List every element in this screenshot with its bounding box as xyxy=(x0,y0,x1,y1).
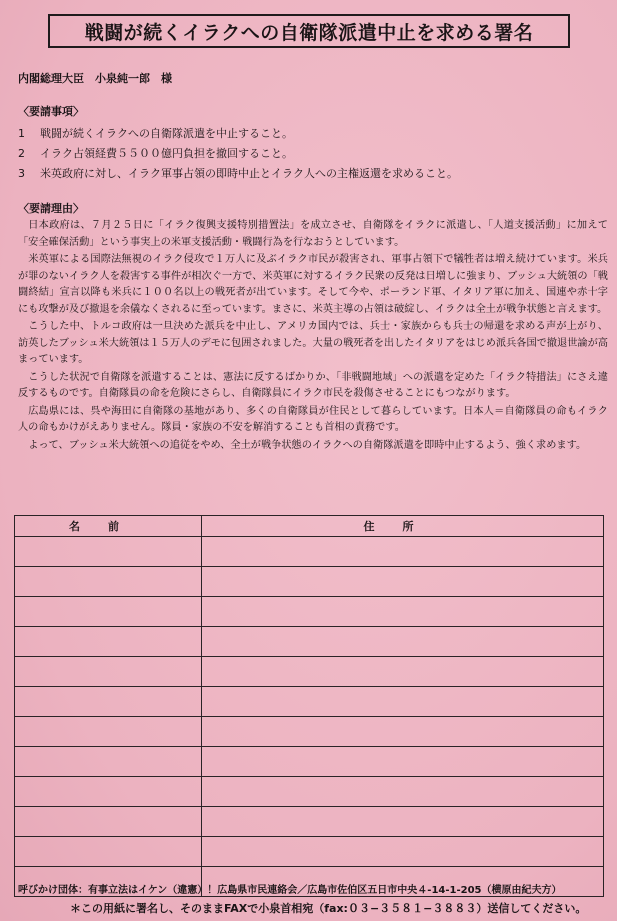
address-cell[interactable] xyxy=(202,717,604,747)
demand-item xyxy=(18,164,603,184)
name-cell[interactable] xyxy=(15,747,202,777)
demand-text: 米英政府に対し、イラク軍事占領の即時中止とイラク人への主権返還を求めること。 xyxy=(40,167,458,180)
name-cell[interactable] xyxy=(15,537,202,567)
fax-instruction: ＊この用紙に署名し、そのままFAXで小泉首相宛（fax:０３−３５８１−３８８３）送信してください。 xyxy=(70,902,587,915)
page-title: 戦闘が続くイラクへの自衛隊派遣中止を求める署名 xyxy=(84,21,534,44)
signature-row xyxy=(15,777,604,807)
demand-item xyxy=(18,144,603,164)
address-cell[interactable] xyxy=(202,837,604,867)
demand-text: イラク占領経費５５００億円負担を撤回すること。 xyxy=(40,147,293,160)
demands-heading: 〈要請事項〉 xyxy=(18,105,84,118)
name-cell[interactable] xyxy=(15,657,202,687)
address-cell[interactable] xyxy=(202,687,604,717)
title-frame xyxy=(48,14,570,48)
name-cell[interactable] xyxy=(15,837,202,867)
addressee: 内閣総理大臣 小泉純一郎 様 xyxy=(18,72,172,85)
address-cell[interactable] xyxy=(202,567,604,597)
demand-number: 3 xyxy=(18,167,25,180)
signature-row xyxy=(15,807,604,837)
demand-list xyxy=(18,124,603,184)
signature-header-row xyxy=(15,516,604,537)
name-cell[interactable] xyxy=(15,807,202,837)
demand-number: 1 xyxy=(18,127,25,140)
address-cell[interactable] xyxy=(202,627,604,657)
signature-row xyxy=(15,687,604,717)
name-cell[interactable] xyxy=(15,567,202,597)
address-cell[interactable] xyxy=(202,777,604,807)
address-cell[interactable] xyxy=(202,807,604,837)
reason-paragraph: こうした中、トルコ政府は一旦決めた派兵を中止し、アメリカ国内では、兵士・家族からも兵士の帰還を求める声が上がり、訪英したブッシュ米大統領は１５万人のデモに包囲されました。大量の戦死者を出したイタリアをはじめ派兵各国で撤退世論が高まっています。 xyxy=(18,321,608,365)
signature-rows xyxy=(15,537,604,897)
address-cell[interactable] xyxy=(202,747,604,777)
signature-row xyxy=(15,747,604,777)
demand-number: 2 xyxy=(18,147,25,160)
demand-item xyxy=(18,124,603,144)
reason-paragraph: 日本政府は、７月２５日に「イラク復興支援特別措置法」を成立させ、自衛隊をイラクに派遣し、「人道支援活動」に加えて「安全確保活動」という事実上の米軍支援活動・戦闘行為を行なおうとしています。 xyxy=(18,220,608,248)
signature-row xyxy=(15,837,604,867)
reason-paragraph: こうした状況で自衛隊を派遣することは、憲法に反するばかりか、「非戦闘地域」への派遣を定めた「イラク特措法」にさえ違反するものです。自衛隊員の命を危険にさらし、自衛隊員にイラク市民を殺傷させることにもつながります。 xyxy=(18,371,608,399)
signature-row xyxy=(15,567,604,597)
name-cell[interactable] xyxy=(15,777,202,807)
reason-paragraph: 広島県には、呉や海田に自衛隊の基地があり、多くの自衛隊員が住民として暮らしています。日本人＝自衛隊員の命もイラク人の命もかけがえありません。隊員・家族の不安を解消することも首相の責務です。 xyxy=(18,405,608,433)
address-cell[interactable] xyxy=(202,597,604,627)
signature-row xyxy=(15,657,604,687)
name-cell[interactable] xyxy=(15,687,202,717)
address-cell[interactable] xyxy=(202,657,604,687)
name-cell[interactable] xyxy=(15,717,202,747)
name-cell[interactable] xyxy=(15,597,202,627)
reason-paragraph: 米英軍による国際法無視のイラク侵攻で１万人に及ぶイラク市民が殺害され、軍事占領下で犠牲者は増え続けています。米兵が罪のないイラク人を殺害する事件が相次ぐ一方で、米英軍に対するイラク民衆の反発は日増しに強まり、ブッシュ大統領の「戦闘終結」宣言以降も米兵に１００名以上の戦死者が出ています。そして今や、ポーランド軍、イタリア軍に加え、国連や赤十字にも攻撃が及び撤退を余儀なくされるに至っています。まさに、米英主導の占領は破綻し、イラクは全土が戦争状態と言えます。 xyxy=(18,254,608,315)
signature-row xyxy=(15,627,604,657)
reasons-heading: 〈要請理由〉 xyxy=(18,202,84,215)
organizer-line: 呼びかけ団体：有事立法はイケン（違憲）！広島県市民連絡会／広島市佐伯区五日市中央４-14-1-205（横原由紀夫方） xyxy=(18,885,562,896)
name-column-header: 名前 xyxy=(15,516,202,537)
signature-table xyxy=(14,515,604,897)
reasons-body xyxy=(18,218,608,455)
signature-row xyxy=(15,537,604,567)
name-cell[interactable] xyxy=(15,627,202,657)
address-column-header: 住所 xyxy=(202,516,604,537)
address-cell[interactable] xyxy=(202,537,604,567)
signature-row xyxy=(15,717,604,747)
reason-paragraph: よって、ブッシュ米大統領への追従をやめ、全土が戦争状態のイラクへの自衛隊派遣を即時中止するよう、強く求めます。 xyxy=(28,439,587,451)
signature-row xyxy=(15,597,604,627)
demand-text: 戦闘が続くイラクへの自衛隊派遣を中止すること。 xyxy=(40,127,293,140)
